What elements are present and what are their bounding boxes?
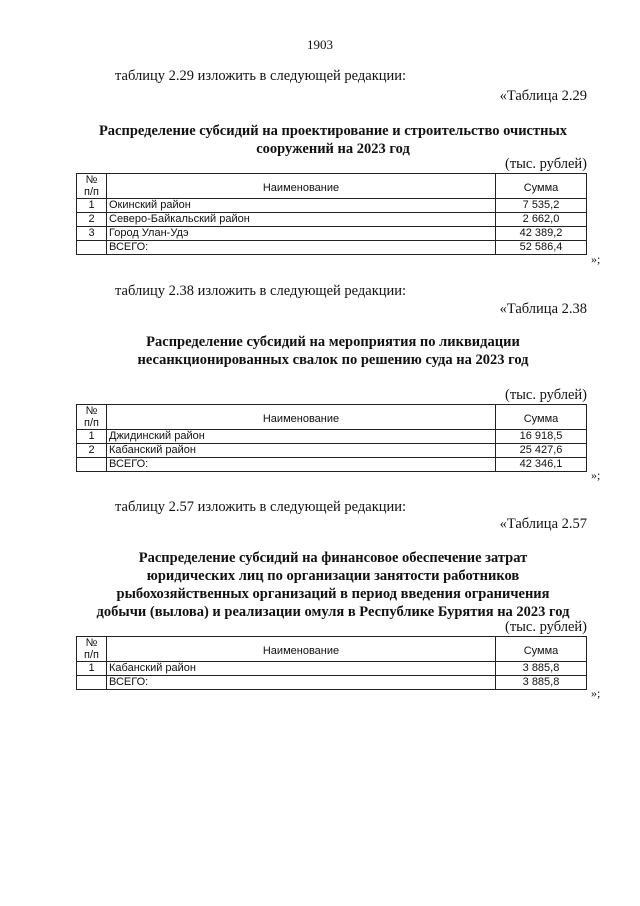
total-sum: 3 885,8 xyxy=(496,676,587,690)
table-header-row xyxy=(77,405,587,430)
table-row xyxy=(77,199,587,213)
col-header-name: Наименование xyxy=(107,174,496,199)
table-total-row xyxy=(77,241,587,255)
total-label: ВСЕГО: xyxy=(107,458,496,472)
col-header-name: Наименование xyxy=(107,637,496,662)
row-name: Кабанский район xyxy=(107,662,496,676)
closing-quote: »; xyxy=(591,686,601,700)
total-number-cell xyxy=(77,676,107,690)
table-reference: «Таблица 2.38 xyxy=(499,301,587,317)
subsidy-table xyxy=(76,636,587,690)
row-sum: 42 389,2 xyxy=(496,227,587,241)
table-row xyxy=(77,213,587,227)
table-title xyxy=(80,122,586,158)
subsidy-table xyxy=(76,173,587,255)
table-title xyxy=(80,333,586,369)
col-header-sum: Сумма xyxy=(496,405,587,430)
title-line: рыбохозяйственных организаций в период введения ограничения xyxy=(116,586,550,602)
col-header-sum: Сумма xyxy=(496,174,587,199)
section-intro: таблицу 2.57 изложить в следующей редакции: xyxy=(115,499,407,515)
title-line: Распределение субсидий на проектирование и строительство очистных xyxy=(98,123,568,139)
row-sum: 16 918,5 xyxy=(496,430,587,444)
title-line: Распределение субсидий на мероприятия по ликвидации xyxy=(146,334,520,350)
table-row xyxy=(77,444,587,458)
unit-label: (тыс. рублей) xyxy=(505,619,587,635)
col-header-number: № п/п xyxy=(77,405,107,430)
row-sum: 25 427,6 xyxy=(496,444,587,458)
table-title xyxy=(80,549,586,621)
col-header-sum: Сумма xyxy=(496,637,587,662)
row-name: Джидинский район xyxy=(107,430,496,444)
total-number-cell xyxy=(77,241,107,255)
row-number: 1 xyxy=(77,199,107,213)
row-name: Северо-Байкальский район xyxy=(107,213,496,227)
row-name: Кабанский район xyxy=(107,444,496,458)
row-name: Окинский район xyxy=(107,199,496,213)
total-label: ВСЕГО: xyxy=(107,241,496,255)
subsidy-table xyxy=(76,404,587,472)
page-number: 1903 xyxy=(307,37,333,52)
table-header-row xyxy=(77,174,587,199)
section-intro: таблицу 2.29 изложить в следующей редакции: xyxy=(115,68,407,84)
row-number: 2 xyxy=(77,213,107,227)
total-sum: 52 586,4 xyxy=(496,241,587,255)
table-total-row xyxy=(77,676,587,690)
title-line: сооружений на 2023 год xyxy=(256,141,410,157)
table-row xyxy=(77,227,587,241)
row-number: 1 xyxy=(77,662,107,676)
table-reference: «Таблица 2.29 xyxy=(499,88,587,104)
table-row xyxy=(77,662,587,676)
col-header-name: Наименование xyxy=(107,405,496,430)
table-total-row xyxy=(77,458,587,472)
row-number: 1 xyxy=(77,430,107,444)
total-sum: 42 346,1 xyxy=(496,458,587,472)
row-sum: 3 885,8 xyxy=(496,662,587,676)
col-header-number: № п/п xyxy=(77,637,107,662)
closing-quote: »; xyxy=(591,468,601,482)
total-number-cell xyxy=(77,458,107,472)
row-sum: 2 662,0 xyxy=(496,213,587,227)
closing-quote: »; xyxy=(591,252,601,266)
col-header-number: № п/п xyxy=(77,174,107,199)
row-number: 2 xyxy=(77,444,107,458)
total-label: ВСЕГО: xyxy=(107,676,496,690)
table-row xyxy=(77,430,587,444)
title-line: юридических лиц по организации занятости работников xyxy=(146,568,520,584)
section-intro: таблицу 2.38 изложить в следующей редакции: xyxy=(115,283,407,299)
title-line: Распределение субсидий на финансовое обеспечение затрат xyxy=(138,550,528,566)
table-reference: «Таблица 2.57 xyxy=(499,516,587,532)
unit-label: (тыс. рублей) xyxy=(505,387,587,403)
title-line: добычи (вылова) и реализации омуля в Республике Бурятия на 2023 год xyxy=(96,604,570,620)
row-name: Город Улан-Удэ xyxy=(107,227,496,241)
title-line: несанкционированных свалок по решению суда на 2023 год xyxy=(137,352,529,368)
unit-label: (тыс. рублей) xyxy=(505,156,587,172)
table-header-row xyxy=(77,637,587,662)
row-sum: 7 535,2 xyxy=(496,199,587,213)
row-number: 3 xyxy=(77,227,107,241)
